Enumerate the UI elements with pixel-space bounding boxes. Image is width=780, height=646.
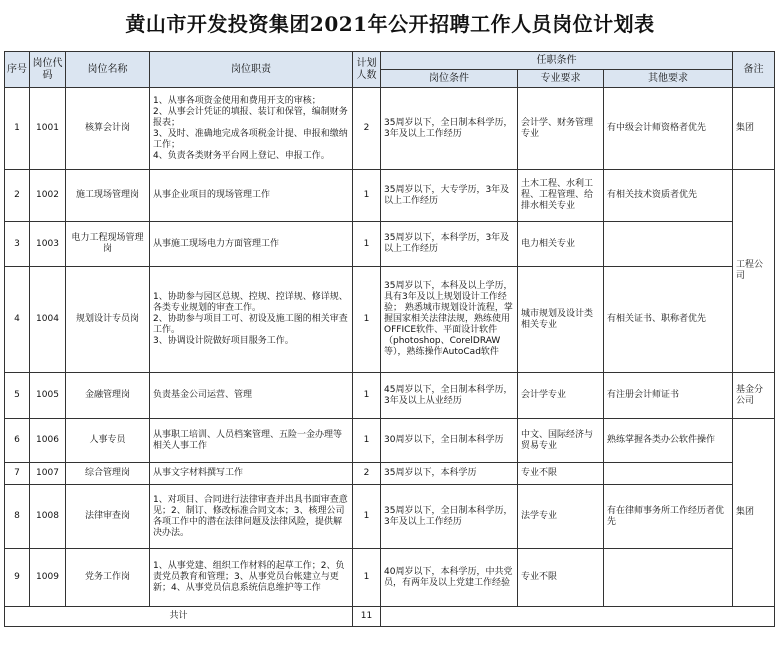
- row-plan: 2: [353, 88, 381, 170]
- row-condition: 35周岁以下，本科及以上学历，具有3年及以上规划设计工作经验； 熟悉城市规划设计流程，掌握国家相关法律法规，熟练使用OFFICE软件、平面设计软件（photoshop、CorelDRAW等），熟练操作AutoCad软件: [381, 267, 518, 373]
- row-name: 电力工程现场管理岗: [66, 222, 150, 267]
- table-row: [5, 549, 775, 607]
- row-major: 会计学专业: [518, 373, 604, 419]
- row-condition: 35周岁以下，本科学历，3年及以上工作经历: [381, 222, 518, 267]
- row-seq: 2: [5, 170, 30, 222]
- table-row: [5, 222, 775, 267]
- row-duty: 从事企业项目的现场管理工作: [150, 170, 353, 222]
- total-empty: [381, 607, 775, 627]
- header-plan: 计划人数: [353, 52, 381, 88]
- table-row: [5, 170, 775, 222]
- row-code: 1003: [30, 222, 66, 267]
- row-duty: 从事职工培训、人员档案管理、五险一金办理等相关人事工作: [150, 419, 353, 463]
- row-remark: 基金分公司: [733, 373, 775, 419]
- row-plan: 1: [353, 549, 381, 607]
- row-duty: 1、协助参与园区总规、控规、控详规、修详规、各类专业规划的审查工作。 2、协助参与项目工可、初设及施工图的相关审查工作。 3、协调设计院做好项目服务工作。: [150, 267, 353, 373]
- row-condition: 45周岁以下，全日制本科学历，3年及以上从业经历: [381, 373, 518, 419]
- row-code: 1006: [30, 419, 66, 463]
- row-seq: 9: [5, 549, 30, 607]
- row-duty: 1、从事各项资金使用和费用开支的审核； 2、从事会计凭证的填报、装订和保管，编制财务报表； 3、及时、准确地完成各项税金计提、申报和缴纳工作； 4、负责各类财务平台网上登记、申报工作。: [150, 88, 353, 170]
- table-row: [5, 267, 775, 373]
- row-name: 规划设计专员岗: [66, 267, 150, 373]
- row-name: 核算会计岗: [66, 88, 150, 170]
- row-seq: 4: [5, 267, 30, 373]
- row-plan: 1: [353, 485, 381, 549]
- row-condition: 35周岁以下，全日制本科学历，3年及以上工作经历: [381, 88, 518, 170]
- table-row: [5, 88, 775, 170]
- row-duty: 负责基金公司运营、管理: [150, 373, 353, 419]
- total-label: 共计: [5, 607, 353, 627]
- row-plan: 1: [353, 170, 381, 222]
- row-plan: 1: [353, 373, 381, 419]
- row-major: 城市规划及设计类相关专业: [518, 267, 604, 373]
- row-code: 1007: [30, 463, 66, 485]
- row-condition: 35周岁以下，全日制本科学历，3年及以上工作经历: [381, 485, 518, 549]
- row-seq: 7: [5, 463, 30, 485]
- row-other: 有中级会计师资格者优先: [604, 88, 733, 170]
- table-row: [5, 485, 775, 549]
- row-condition: 30周岁以下，全日制本科学历: [381, 419, 518, 463]
- row-seq: 1: [5, 88, 30, 170]
- row-code: 1001: [30, 88, 66, 170]
- row-duty: 从事施工现场电力方面管理工作: [150, 222, 353, 267]
- row-major: 专业不限: [518, 463, 604, 485]
- table-row: [5, 463, 775, 485]
- row-plan: 1: [353, 267, 381, 373]
- row-name: 法律审查岗: [66, 485, 150, 549]
- row-major: 专业不限: [518, 549, 604, 607]
- header-remark: 备注: [733, 52, 775, 88]
- row-name: 党务工作岗: [66, 549, 150, 607]
- row-code: 1005: [30, 373, 66, 419]
- row-condition: 35周岁以下，本科学历: [381, 463, 518, 485]
- row-name: 人事专员: [66, 419, 150, 463]
- header-duty: 岗位职责: [150, 52, 353, 88]
- row-code: 1008: [30, 485, 66, 549]
- page-title: 黄山市开发投资集团2021年公开招聘工作人员岗位计划表: [125, 12, 655, 36]
- row-code: 1002: [30, 170, 66, 222]
- header-conditions: 任职条件: [381, 52, 733, 70]
- row-major: 中文、国际经济与贸易专业: [518, 419, 604, 463]
- row-name: 金融管理岗: [66, 373, 150, 419]
- row-other: 有注册会计师证书: [604, 373, 733, 419]
- row-other: [604, 463, 733, 485]
- row-condition: 40周岁以下，本科学历，中共党员，有两年及以上党建工作经验: [381, 549, 518, 607]
- header-seq: 序号: [5, 52, 30, 88]
- row-major: 电力相关专业: [518, 222, 604, 267]
- row-other: [604, 222, 733, 267]
- total-row: [5, 607, 775, 627]
- header-code: 岗位代码: [30, 52, 66, 88]
- row-other: 有在律师事务所工作经历者优先: [604, 485, 733, 549]
- row-seq: 5: [5, 373, 30, 419]
- remark-group: 集团: [733, 419, 775, 607]
- row-other: 熟练掌握各类办公软件操作: [604, 419, 733, 463]
- header-major: 专业要求: [518, 70, 604, 88]
- row-name: 综合管理岗: [66, 463, 150, 485]
- job-plan-table: [4, 51, 775, 627]
- row-condition: 35周岁以下，大专学历，3年及以上工作经历: [381, 170, 518, 222]
- row-plan: 1: [353, 222, 381, 267]
- row-major: 会计学、财务管理专业: [518, 88, 604, 170]
- row-other: 有相关证书、职称者优先: [604, 267, 733, 373]
- row-plan: 2: [353, 463, 381, 485]
- row-code: 1004: [30, 267, 66, 373]
- row-other: 有相关技术资质者优先: [604, 170, 733, 222]
- table-row: [5, 419, 775, 463]
- row-major: 土木工程、水利工程、工程管理、给排水相关专业: [518, 170, 604, 222]
- remark-engineering-company: 工程公司: [733, 170, 775, 373]
- row-remark: 集团: [733, 88, 775, 170]
- row-code: 1009: [30, 549, 66, 607]
- header-other: 其他要求: [604, 70, 733, 88]
- row-seq: 8: [5, 485, 30, 549]
- row-name: 施工现场管理岗: [66, 170, 150, 222]
- table-row: [5, 373, 775, 419]
- header-name: 岗位名称: [66, 52, 150, 88]
- row-duty: 1、从事党建、组织工作材料的起草工作；2、负责党员教育和管理；3、从事党员台帐建立与更新；4、从事党员信息系统信息维护等工作: [150, 549, 353, 607]
- total-value: 11: [353, 607, 381, 627]
- header-post-condition: 岗位条件: [381, 70, 518, 88]
- row-seq: 6: [5, 419, 30, 463]
- row-plan: 1: [353, 419, 381, 463]
- row-duty: 从事文字材料撰写工作: [150, 463, 353, 485]
- row-other: [604, 549, 733, 607]
- row-duty: 1、对项目、合同进行法律审查并出具书面审查意见；2、制订、修改标准合同文本；3、核理公司各项工作中的潜在法律问题及法律风险，提供解决办法。: [150, 485, 353, 549]
- row-seq: 3: [5, 222, 30, 267]
- row-major: 法学专业: [518, 485, 604, 549]
